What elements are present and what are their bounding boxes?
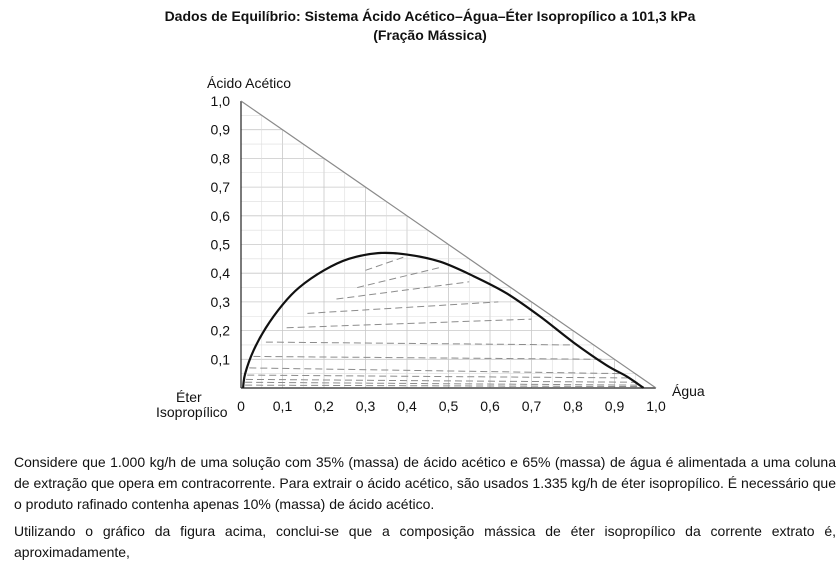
y-tick-label: 0,2 (210, 322, 230, 339)
y-tick-label: 1,0 (210, 93, 230, 109)
origin-label-line2: Isopropílico (156, 404, 228, 420)
x-tick-label: 0,9 (604, 398, 625, 414)
x-axis-label: Água (672, 383, 705, 399)
chart-title: Dados de Equilíbrio: Sistema Ácido Acético–Água–Éter Isopropílico a 101,3 kPa (164, 8, 696, 24)
tick-labels (211, 93, 666, 414)
x-tick-label: 0,1 (272, 398, 293, 414)
chart-subtitle: (Fração Mássica) (373, 27, 487, 43)
problem-paragraph-1: Considere que 1.000 kg/h de uma solução com 35% (massa) de ácido acético e 65% (massa) de água é alimentada a uma coluna de extração que opera em contracorrente. Para extrair o ácido acético, são usados 1.335 kg/h de éter isopropílico. É necessário que o produto rafinado contenha apenas 10% (massa) de ácido acético. (14, 454, 836, 512)
x-tick-label: 0,6 (480, 398, 500, 414)
tie-line (266, 342, 573, 345)
y-tick-label: 0,5 (210, 236, 230, 253)
y-tick-label: 0,3 (210, 293, 230, 310)
y-tick-label: 0,8 (210, 150, 230, 167)
origin-label-line1: Éter (176, 389, 202, 405)
x-tick-label: 0 (237, 398, 245, 414)
problem-paragraph-2: Utilizando o gráfico da figura acima, conclui-se que a composição mássica de éter isopropílico da corrente extrato é, aproximadamente, (14, 523, 836, 560)
y-tick-label: 0,4 (210, 265, 230, 282)
y-tick-label: 0,6 (210, 207, 230, 224)
tie-line (307, 302, 498, 313)
x-tick-label: 0,2 (314, 398, 334, 414)
tie-line (287, 319, 532, 328)
tie-line (246, 379, 637, 382)
tie-line (245, 385, 643, 386)
x-tick-label: 0,4 (397, 398, 417, 414)
tie-lines (245, 256, 643, 387)
tie-line (336, 282, 469, 299)
x-tick-label: 0,5 (438, 398, 459, 414)
x-tick-label: 0,8 (563, 398, 583, 414)
y-axis-label: Ácido Acético (207, 75, 292, 91)
x-tick-label: 1,0 (646, 398, 666, 414)
y-tick-label: 0,1 (210, 351, 230, 368)
grid (241, 115, 635, 388)
x-tick-label: 0,7 (521, 398, 542, 414)
tie-line (249, 368, 623, 374)
y-tick-label: 0,9 (210, 121, 230, 138)
tie-line (245, 382, 639, 385)
x-tick-label: 0,3 (355, 398, 376, 414)
y-tick-label: 0,7 (210, 179, 230, 196)
tie-line (247, 375, 631, 378)
